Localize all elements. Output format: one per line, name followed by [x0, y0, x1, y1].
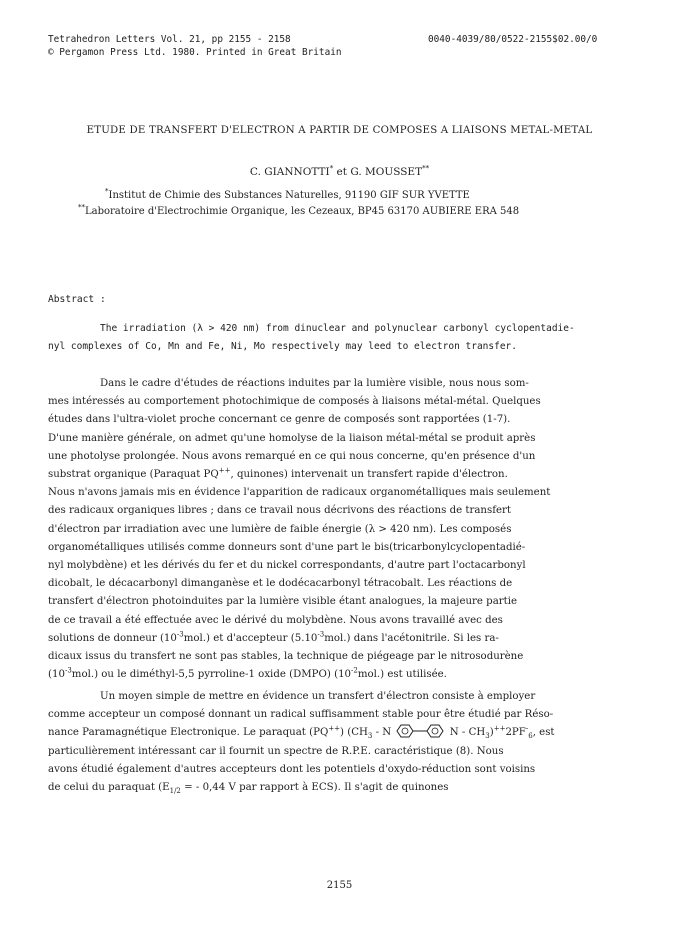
bipyridinium-ring-icon [394, 724, 446, 738]
page-number: 2155 [326, 880, 353, 891]
affiliation-1: *Institut de Chimie des Substances Naturelles, 91190 GIF SUR YVETTE [105, 187, 470, 201]
abstract-text: The irradiation (λ > 420 nm) from dinuclear and polynuclear carbonyl cyclopentadie- nyl complexes of Co, Mn and Fe, Ni, Mo respectively may leed to electron transfer. [48, 323, 575, 352]
body-paragraph-1: Dans le cadre d'études de réactions induites par la lumière visible, nous nous som- mes intéressés au comportement photochimique de composés à liaisons métal-métal. Quelques études dans l'ultra-violet proche concernant ce genre de composés sont rapportées (1-7). D'une manière générale, on admet qu'une homolyse de la liaison métal-métal se produit après une photolyse prolongée. Nous avons remarqué en ce qui nous concerne, qu'en présence d'un substrat organique (Paraquat PQ++, quinones) intervenait un transfert rapide d'électron. Nous n'avons jamais mis en évidence l'apparition de radicaux organométalliques mais seulement des radicaux organiques libres ; dans ce travail nous décrivons des réactions de transfert d'électron par irradiation avec une lumière de faible énergie (λ > 420 nm). Les composés organométalliques utilisés comme donneurs sont d'une part le bis(tricarbonylcyclopentadié- nyl molybdène) et les dérivés du fer et du nickel correspondants, d'autre part l'octacarbonyl dicobalt, le décacarbonyl dimanganèse et le dodécacarbonyl tétracobalt. Les réactions de transfert d'électron photoinduites par la lumière visible étant analogues, la majeure partie de ce travail a été effectuée avec le dérivé du molybdène. Nous avons travaillé avec des solutions de donneur $(10^{-3}mol.)$ et d'accepteur $(5.10^{-3}mol.)$ dans l'acétonitrile. Si les ra- dicaux issus du transfert ne sont pas stables, la technique de piégeage par le nitrosodurène $(10^{-3}mol.)$ ou le diméthyl-5,5 pyrroline-1 oxide (DMPO) $(10^{-2}mol.)$ est utilisée. [48, 378, 551, 681]
author-2-mark: ** [422, 164, 430, 173]
body-paragraph-2: Un moyen simple de mettre en évidence un transfert d'électron consiste à employer comme accepteur un composé donnant un radical suffisamment stable pour être étudié par Réso- nance Paramagnétique Electronique. Le paraquat (PQ++) ($CH_3$ - N N - $CH_3)^{++}2PF^-_6$, est particulièrement intéressant car il fournit un spectre de R.P.E. caractéristique (8). Nous avons étudié également d'autres accepteurs dont les potentiels d'oxydo-réduction sont voisins de celui du paraquat ($E_{1/2}$ = - 0,44 V par rapport à ECS). Il s'agit de quinones [48, 691, 555, 796]
author-2: G. MOUSSET [350, 166, 423, 178]
paper-title: ETUDE DE TRANSFERT D'ELECTRON A PARTIR DE COMPOSES A LIAISONS METAL-METAL [86, 125, 593, 136]
journal-citation: Tetrahedron Letters Vol. 21, pp 2155 - 2158 [48, 34, 291, 45]
copyright-line: © Pergamon Press Ltd. 1980. Printed in Great Britain [48, 47, 342, 58]
article-code: 0040-4039/80/0522-2155$02.00/0 [428, 34, 598, 45]
abstract-heading: Abstract : [48, 294, 106, 305]
authors [0, 166, 679, 178]
author-1-mark: * [329, 164, 334, 173]
author-sep: et [333, 166, 351, 178]
affiliation-2: **Laboratoire d'Electrochimie Organique, les Cezeaux, BP45 63170 AUBIERE ERA 548 [78, 203, 520, 217]
author-1: C. GIANNOTTI [249, 166, 330, 178]
